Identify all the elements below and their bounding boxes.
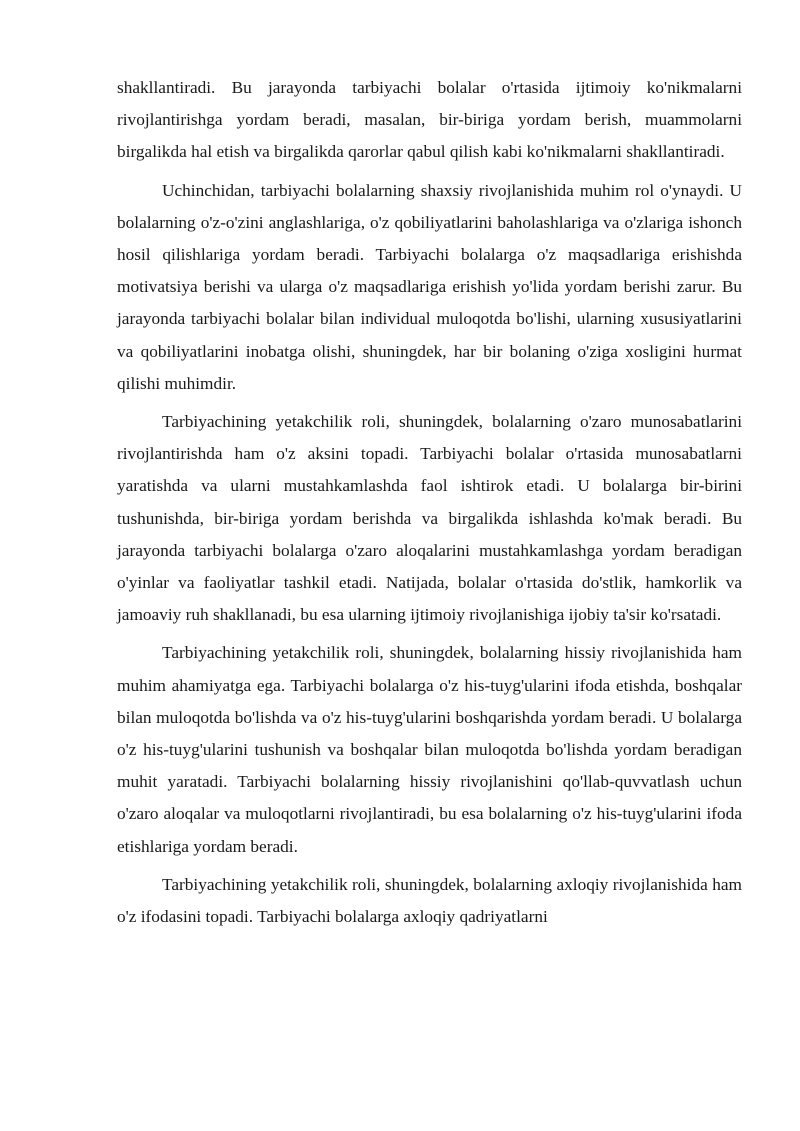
paragraph-emotional-development: Tarbiyachining yetakchilik roli, shuningdek, bolalarning hissiy rivojlanishida ham muhim ahamiyatga ega. Tarbiyachi bolalarga o'z his-tuyg'ularini ifoda etishda, boshqalar bilan muloqotda bo'lishda va o'z his-tuyg'ularini boshqarishda yordam beradi. U bolalarga o'z his-tuyg'ularini tushunish va boshqalar bilan muloqotda bo'lishda yordam beradigan muhit yaratadi. Tarbiyachi bolalarning hissiy rivojlanishini qo'llab-quvvatlash uchun o'zaro aloqalar va muloqotlarni rivojlantiradi, bu esa bolalarning o'z his-tuyg'ularini ifoda etishlariga yordam beradi. (117, 643, 742, 856)
document-page (117, 72, 742, 939)
paragraph-mutual-relations: Tarbiyachining yetakchilik roli, shuningdek, bolalarning o'zaro munosabatlarini rivojlantirishda ham o'z aksini topadi. Tarbiyachi bolalar o'rtasida munosabatlarni yaratishda va ularni mustahkamlashda faol ishtirok etadi. U bolalarga bir-birini tushunishda, bir-biriga yordam berishda va birgalikda ishlashda ko'mak beradi. Bu jarayonda tarbiyachi bolalarga o'zaro aloqalarini mustahkamlashga yordam beradigan o'yinlar va faoliyatlar tashkil etadi. Natijada, bolalar o'rtasida do'stlik, hamkorlik va jamoaviy ruh shakllanadi, bu esa ularning ijtimoiy rivojlanishiga ijobiy ta'sir ko'rsatadi. (117, 412, 742, 625)
paragraph-continuation: shakllantiradi. Bu jarayonda tarbiyachi bolalar o'rtasida ijtimoiy ko'nikmalarni rivojlantirishga yordam beradi, masalan, bir-biriga yordam berish, muammolarni birgalikda hal etish va birgalikda qarorlar qabul qilish kabi ko'nikmalarni shakllantiradi. (117, 78, 742, 162)
paragraph-moral-development: Tarbiyachining yetakchilik roli, shuningdek, bolalarning axloqiy rivojlanishida ham o'z ifodasini topadi. Tarbiyachi bolalarga axloqiy qadriyatlarni (117, 874, 742, 927)
paragraph-personal-development: Uchinchidan, tarbiyachi bolalarning shaxsiy rivojlanishida muhim rol o'ynaydi. U bolalarning o'z-o'zini anglashlariga, o'z qobiliyatlarini baholashlariga va o'zlariga ishonch hosil qilishlariga yordam beradi. Tarbiyachi bolalarga o'z maqsadlariga erishishda motivatsiya berishi va ularga o'z maqsadlariga erishish yo'lida yordam berishi zarur. Bu jarayonda tarbiyachi bolalar bilan individual muloqotda bo'lishi, ularning xususiyatlarini va qobiliyatlarini inobatga olishi, shuningdek, har bir bolaning o'ziga xosligini hurmat qilishi muhimdir. (117, 180, 742, 393)
